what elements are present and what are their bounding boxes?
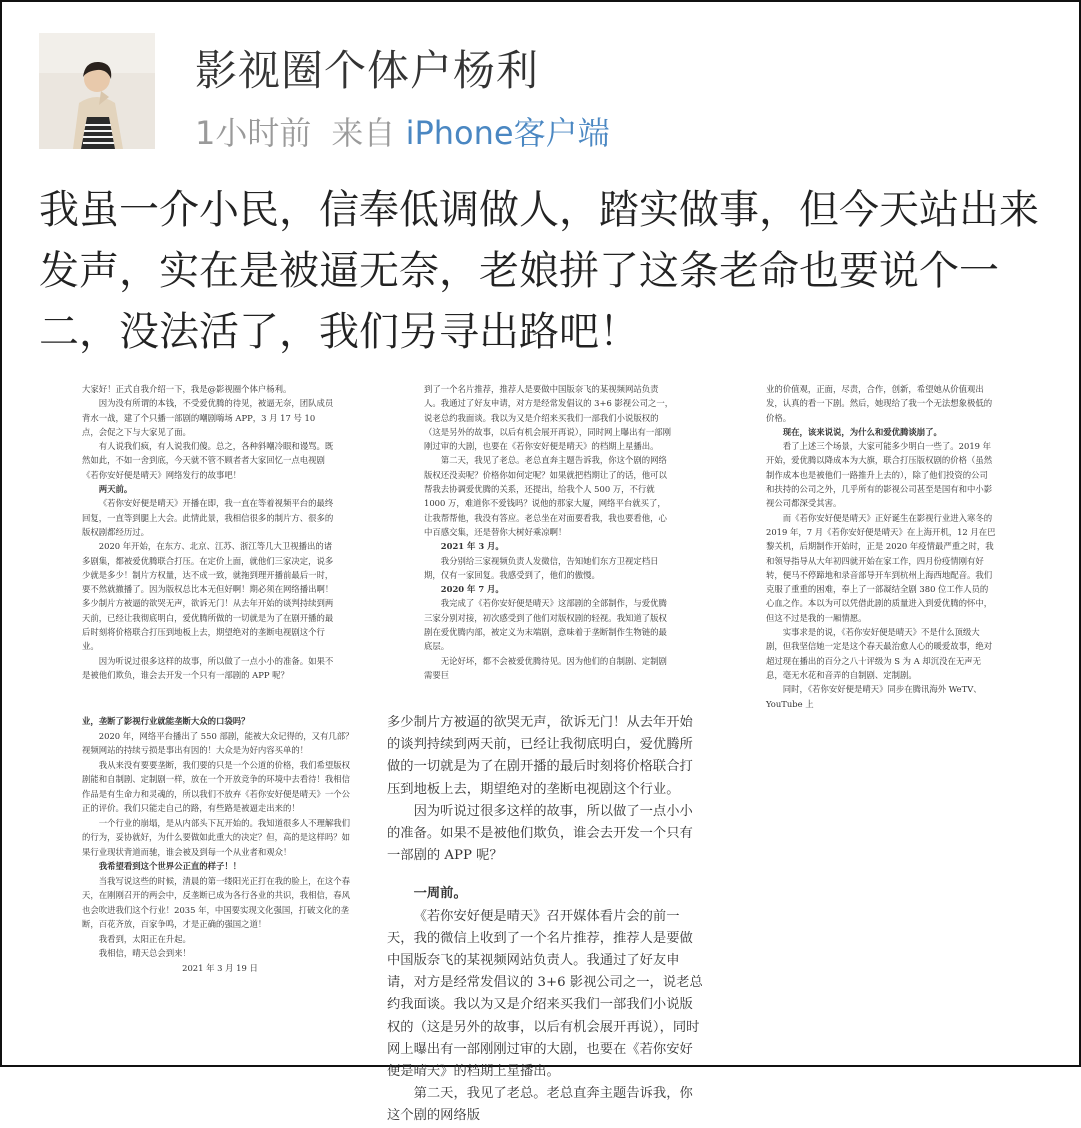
author-avatar[interactable]: [39, 33, 155, 149]
doc-paragraph: 看了上述三个场景，大家可能多少明白一些了。2019 年开始，爱优腾以降成本为大旗，联合打压版权剧的价格（虽然制作成本也是被他们一路推升上去的），除了他们投资的公司和扶持的公司之外，几乎所有的影视公司甚至是国有和中小影视公司都深受其害。: [766, 441, 993, 509]
doc-paragraph: 实事求是的说，《若你安好便是晴天》不是什么顶级大剧，但我坚信她一定是这个春天最治愈人心的暖爱故事，绝对超过现在播出的百分之八十评级为 S 为 A 却沉没在无声无息，毫无水花和音弄的自制剧、定制剧。: [766, 627, 993, 680]
post-text: 我虽一介小民，信奉低调做人，踏实做事，但今天站出来发声，实在是被逼无奈，老娘拼了这条老命也要说个一二，没法活了，我们另寻出路吧！: [39, 187, 1039, 355]
doc-paragraph: 同时，《若你安好便是晴天》同步在腾讯海外 WeTV、YouTube 上: [766, 684, 982, 709]
author-name[interactable]: 影视圈个体户杨利: [195, 46, 540, 95]
doc-paragraph: 业的价值观，正面，尽责，合作，创新，希望她从价值观出发，认真的看一下剧。然后，她现给了我一个无法想象极低的价格。: [766, 384, 993, 423]
doc-paragraph: 我相信，晴天总会到来！: [98, 948, 191, 958]
statement-page-column-3: [766, 382, 996, 712]
statement-page-column-2: [424, 382, 674, 712]
doc-paragraph: 到了一个名片推荐，推荐人是要做中国版奈飞的某视频网站负责人。我通过了好友申请，对方是经常发倡议的 3+6 影视公司之一，说老总约我面谈。我以为又是介绍来买我们一部我们小说版权的（这是另外的故事，以后有机会展开再说），同时网上曝出有一部刚刚过审的大剧，也要在《若你安好便是晴天》的档期上星播出。: [424, 384, 674, 452]
doc-heading: 一周前。: [413, 886, 467, 902]
doc-paragraph: 因为没有所谓的本钱，不受爱优腾的待见，被逼无奈，团队成员背水一战，建了个只播一部剧的嘲剧嗨场 APP，3 月 17 号 10 点，会促之下与大家见了面。: [82, 398, 334, 437]
doc-paragraph: 一个行业的崩塌，是从内部头下瓦开始的。我知道很多人不理解我们的行为，妥协就好，为什么要做如此重大的决定？但，高的是这样吗？如果行业现状背道而驰，谁会被及到每一个从业者和观众！: [82, 817, 351, 857]
doc-paragraph: 因为听说过很多这样的故事，所以做了一点小小的准备。如果不是被他们欺负，谁会去开发一个只有一部剧的 APP 呢？: [82, 655, 334, 680]
doc-paragraph: 当我写说这些的时候，清晨的第一缕阳光正打在我的脸上，在这个春天，在刚刚召开的两会中，反垄断已成为各行各业的共识，我相信，春风也会吹进我们这个行业！2035 年，中国要实现文化强国，打破文化的垄断，百花齐放，百家争鸣，才是正确的强国之道！: [82, 875, 351, 929]
doc-heading: 业，垄断了影视行业就能垄断大众的口袋吗？: [82, 716, 250, 726]
doc-heading: 2021 年 3 月。: [440, 541, 504, 552]
post-meta: [195, 108, 610, 154]
doc-paragraph: 我看到，太阳正在升起。: [98, 933, 191, 944]
doc-date: 2021 年 3 月 19 日: [182, 962, 258, 973]
avatar-photo-icon: [39, 33, 155, 149]
statement-page-zoomed: [387, 712, 705, 1124]
doc-heading: 现在，该来说说，为什么和爱优腾谈崩了。: [782, 426, 942, 437]
doc-paragraph: 第二天，我见了老总。老总直奔主题告诉我，你这个剧的网络版: [387, 1086, 693, 1124]
doc-paragraph: 我从来没有要要垄断，我们要的只是一个公道的价格，我们希望版权剧能和自制剧、定制剧一样，放在一个开放竞争的环境中去看待！我相信作品是有生命力和灵魂的，所以我们不放弃《若你安好便是晴天》一个公正的评价。我们只能走自己的路，有些路是被逼走出来的！: [82, 759, 351, 813]
doc-paragraph: 《若你安好便是晴天》开播在即，我一直在等着视频平台的最终回复，一直等到腿上大会。此情此景，我相信很多的制片方、很多的版权剧都经历过。: [82, 498, 334, 537]
doc-paragraph: 第二天，我见了老总。老总直奔主题告诉我，你这个剧的网络版权还没卖呢？价格你如何定呢？如果就把档期让了的话，他可以帮我去协调爱优腾的关系，还提出，给我个人 500 万，不行就 1000 万，难道你不爱钱吗？说他的那家大厦，网络平台就买了，让我帮帮他，我没有答应。老总坐在对面要看我，我也要看他，心中百感交集，还是替你大树好乘凉啊！: [424, 455, 667, 537]
statement-page-column-1: [82, 382, 334, 712]
post-source-link[interactable]: iPhone客户端: [405, 114, 610, 152]
doc-paragraph: 《若你安好便是晴天》召开媒体看片会的前一天，我的微信上收到了一个名片推荐，推荐人是要做中国版奈飞的某视频网站负责人。我通过了好友申请，对方是经常发倡议的 3+6 影视公司之一，说老总约我面谈。我以为又是介绍来买我们一部我们小说版权的（这是另外的故事，以后有机会展开再说），同时网上曝出有一部刚刚过审的大剧，也要在《若你安好便是晴天》的档期上星播出。: [387, 908, 703, 1080]
doc-spacer: [387, 867, 705, 883]
doc-heading: 两天前。: [98, 484, 133, 495]
doc-paragraph: 我分别给三家视频负责人发微信，告知她们东方卫视定档日期，仅有一家回复。我感受到了，他们的傲慢。: [424, 555, 659, 580]
doc-paragraph: 无论好坏，都不会被爱优腾待见。因为他们的自制剧、定制剧需要巨: [424, 655, 667, 680]
doc-heading: 2020 年 7 月。: [440, 584, 504, 595]
doc-paragraph: 而《若你安好便是晴天》正好诞生在影视行业进入寒冬的 2019 年，7 月《若你安好便是晴天》在上海开机，12 月在巴黎关机，后期制作开始时，正是 2020 年疫情最严重之时，我和领导指导从大年初四就开始在家工作，四月份疫情刚有好转，便马不停蹄地和录音部导开车到杭州上海西地配音。我们克服了重重的困难，奉上了一部凝结全剧 380 位工作人员的心血之作。本以为可以凭借此剧的质量进入到爱优腾的怀中，但这不过是我的一厢情愿。: [766, 512, 996, 623]
doc-paragraph: 我完成了《若你安好便是晴天》这部剧的全部制作，与爱优腾三家分别对接，初次感受到了他们对版权剧的轻视。我知道了版权剧在爱优腾内部，被定义为末端剧，意味着于垄断制作生物链的最底层。: [424, 598, 667, 652]
post-time: 1小时前: [195, 114, 312, 152]
doc-paragraph: 2020 年，网络平台播出了 550 部剧，能被大众记得的，又有几部？视频网站的持续亏损是事出有因的！大众是为好内容买单的！: [82, 730, 354, 755]
doc-paragraph: 大家好！正式自我介绍一下，我是@影视圈个体户杨利。: [82, 384, 292, 394]
doc-heading: 我希望看到这个世界公正直的样子！！: [98, 861, 242, 871]
source-prefix: 来自: [331, 114, 396, 152]
statement-page-column-4: [82, 714, 358, 1054]
doc-paragraph: 2020 年开始，在东方、北京、江苏、浙江等几大卫视播出的诸多剧集，都被爱优腾联合打压。在定价上面，就他们三家决定，说多少就是多少！制片方权量，达不成一致，就拖到理开播前最后一时，要不然就撤播了。因为版权总比本无但好啊！期必须在网络播出啊！多少制片方被逼的欲哭无声，欲诉无门！从去年开始的谈判持续到两天前，已经让我彻底明白，爱优腾所做的一切就是为了在剧开播的最后时刻将价格联合打压到地板上去，期望绝对的垄断电视剧这个行业。: [82, 541, 334, 652]
doc-paragraph: 有人说我们疯，有人说我们傻。总之，各种斜嘲冷眼和谩骂。既然如此，不如一舍到底，今天就不管不顾者者大家回忆一点电视剧《若你安好便是晴天》网络发行的故事吧！: [82, 441, 334, 480]
doc-paragraph: 多少制片方被逼的欲哭无声，欲诉无门！从去年开始的谈判持续到两天前，已经让我彻底明白，爱优腾所做的一切就是为了在剧开播的最后时刻将价格联合打压到地板上去，期望绝对的垄断电视剧这个行业。: [387, 715, 693, 797]
doc-paragraph: 因为听说过很多这样的故事，所以做了一点小小的准备。如果不是被他们欺负，谁会去开发一个只有一部剧的 APP 呢？: [387, 803, 693, 864]
